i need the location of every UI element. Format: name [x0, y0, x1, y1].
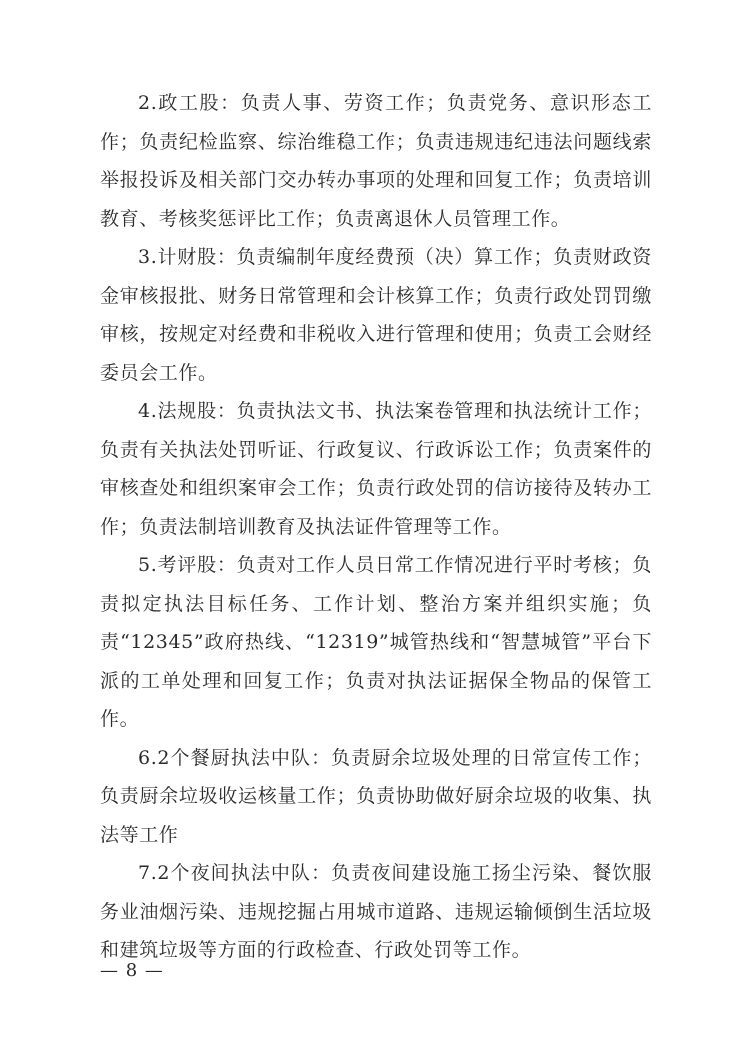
paragraph-jicai-section: 3.计财股：负责编制年度经费预（决）算工作；负责财政资金审核报批、财务日常管理和会计核算工作；负责行政处罚罚缴审核，按规定对经费和非税收入进行管理和使用；负责工会财经委员会工作。: [100, 246, 652, 384]
paragraph-kaoping-section: 5.考评股：负责对工作人员日常工作情况进行平时考核；负责拟定执法目标任务、工作计划、整治方案并组织实施；负责“12345”政府热线、“12319”城管热线和“智慧城管”平台下派的工单处理和回复工作；负责对执法证据保全物品的保管工作。: [100, 554, 652, 730]
paragraph-canchu-squad: 6.2个餐厨执法中队：负责厨余垃圾处理的日常宣传工作；负责厨余垃圾收运核量工作；负责协助做好厨余垃圾的收集、执法等工作: [100, 746, 652, 846]
paragraph-zhenggong-section: 2.政工股：负责人事、劳资工作；负责党务、意识形态工作；负责纪检监察、综治维稳工作；负责违规违纪违法问题线索举报投诉及相关部门交办转办事项的处理和回复工作；负责培训教育、考核奖惩评比工作；负责离退休人员管理工作。: [100, 92, 652, 230]
document-body: [100, 84, 652, 970]
paragraph-fagui-section: 4.法规股：负责执法文书、执法案卷管理和执法统计工作；负责有关执法处罚听证、行政复议、行政诉讼工作；负责案件的审核查处和组织案审会工作；负责行政处罚的信访接待及转办工作；负责法制培训教育及执法证件管理等工作。: [100, 400, 652, 538]
paragraph-yejian-squad: 7.2个夜间执法中队：负责夜间建设施工扬尘污染、餐饮服务业油烟污染、违规挖掘占用城市道路、违规运输倾倒生活垃圾和建筑垃圾等方面的行政检查、行政处罚等工作。: [100, 862, 652, 961]
page-number: — 8 —: [100, 960, 164, 981]
